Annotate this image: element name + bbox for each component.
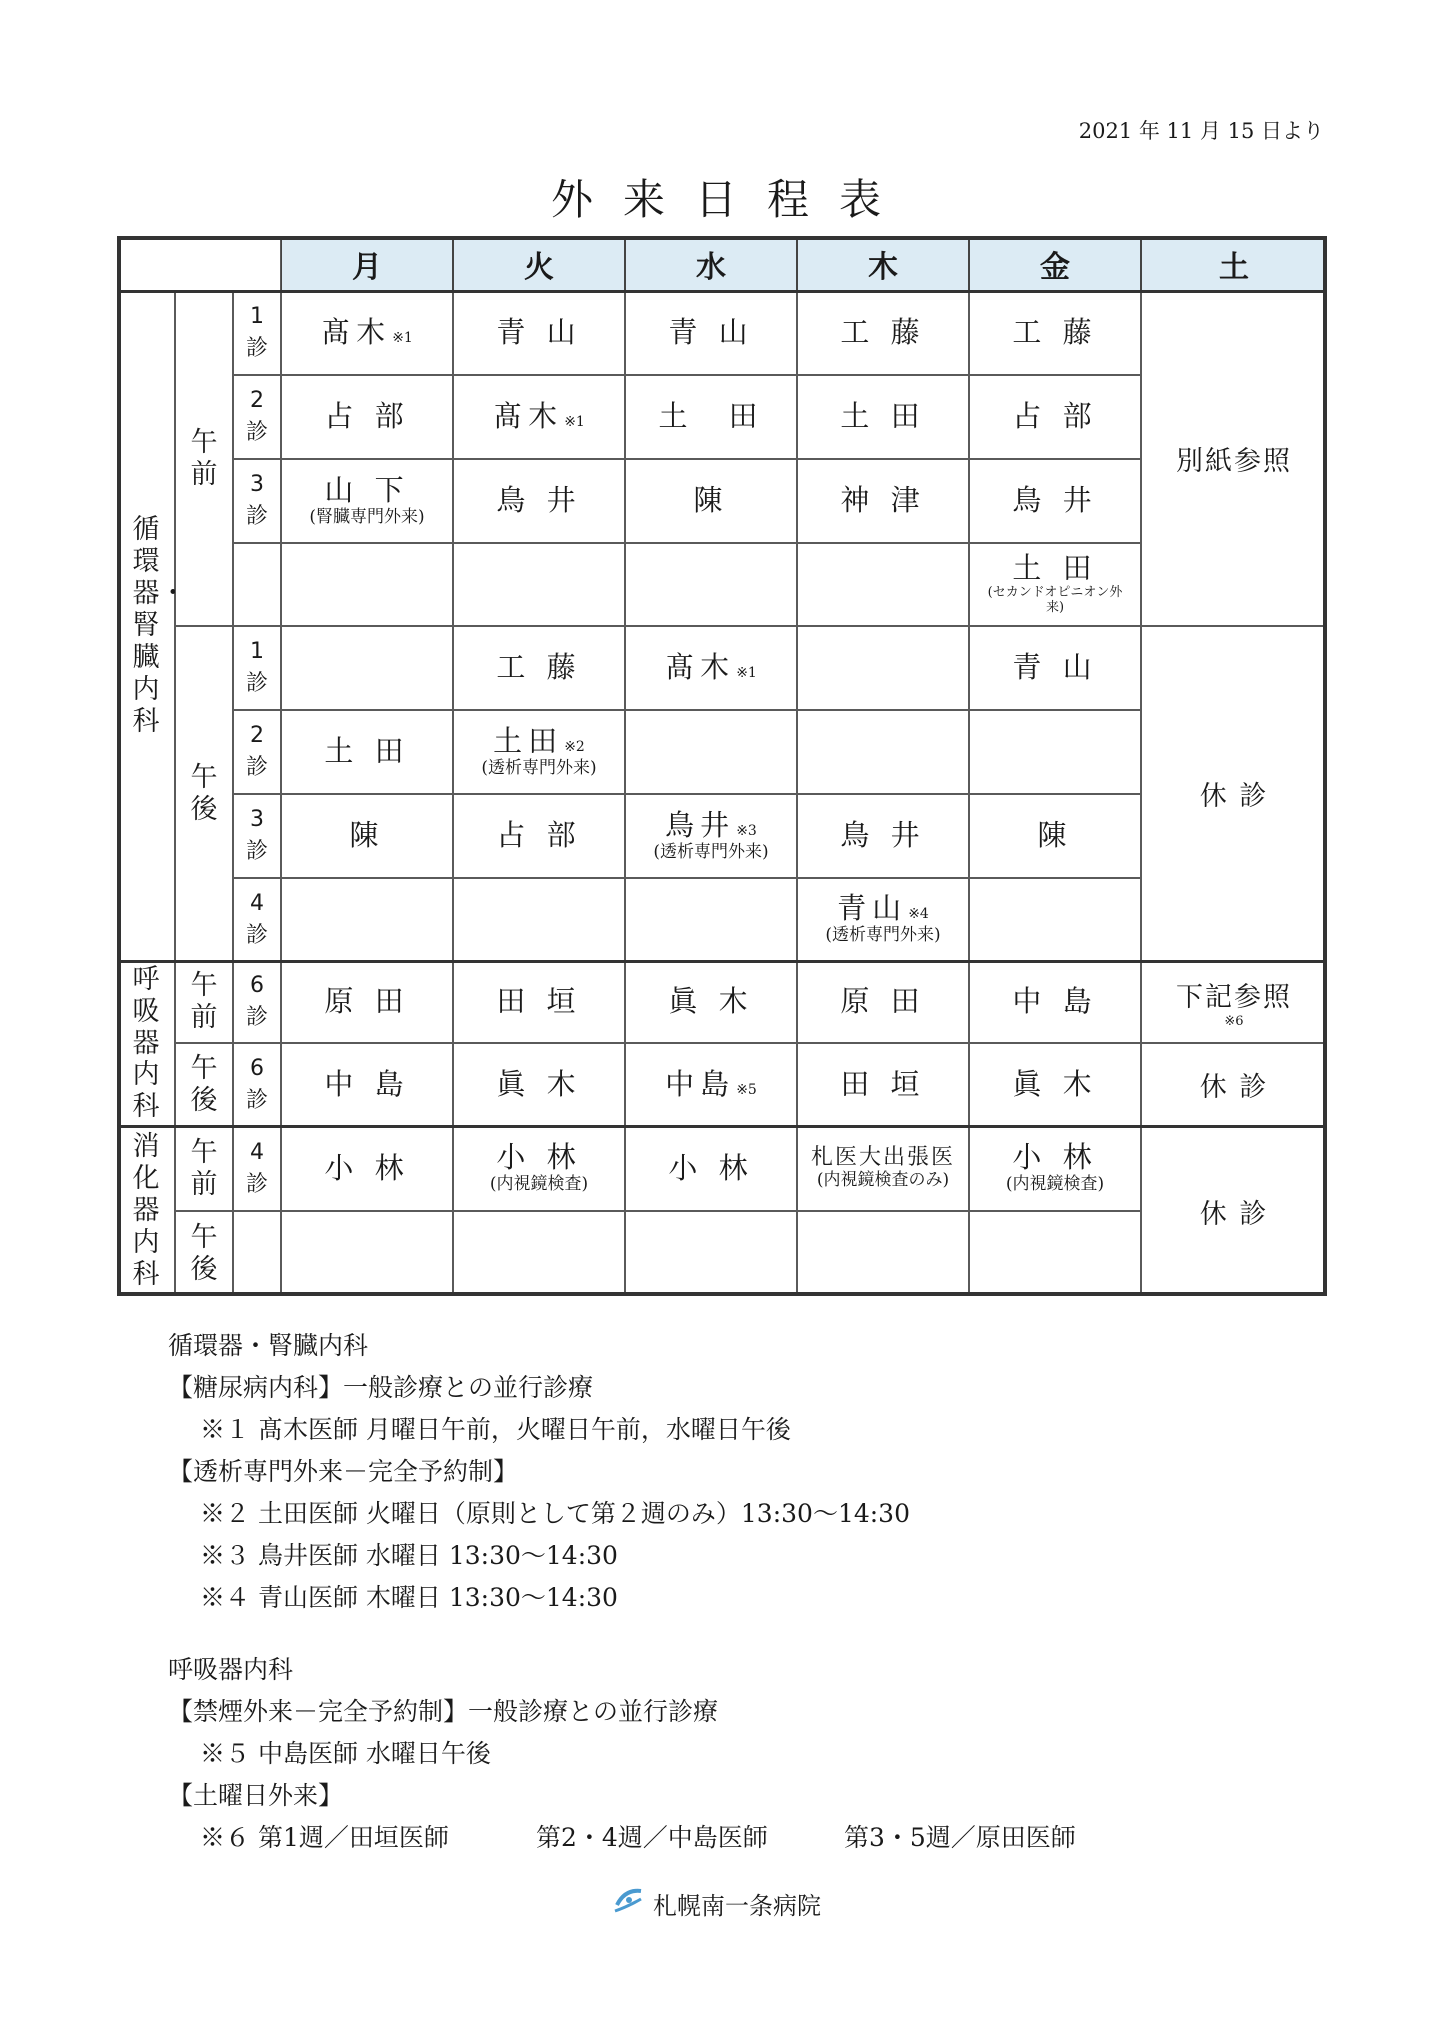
schedule-cell bbox=[625, 543, 797, 626]
notes-saturday: 【土曜日外来】 bbox=[168, 1781, 344, 1810]
schedule-cell: 鳥井※3 (透析専門外来) bbox=[625, 794, 797, 878]
notes-dept-resp: 呼吸器内科 bbox=[168, 1655, 294, 1684]
schedule-cell: 陳 bbox=[625, 459, 797, 543]
schedule-cell bbox=[797, 710, 969, 794]
schedule-cell: 小 林 bbox=[281, 1126, 453, 1211]
schedule-cell: 小 林 bbox=[625, 1126, 797, 1211]
schedule-cell-sat: 休 診 bbox=[1141, 1043, 1327, 1126]
notes-smoking: 【禁煙外来－完全予約制】一般診療との並行診療 bbox=[168, 1697, 719, 1726]
slot-label: 4診 bbox=[233, 878, 281, 961]
schedule-cell: 中 島 bbox=[281, 1043, 453, 1126]
day-sat: 土 bbox=[1141, 236, 1327, 291]
schedule-cell bbox=[797, 1211, 969, 1296]
schedule-cell: 田 垣 bbox=[797, 1043, 969, 1126]
note-1: ※１ 髙木医師 月曜日午前，火曜日午前，水曜日午後 bbox=[200, 1415, 791, 1444]
slot-label: 6診 bbox=[233, 961, 281, 1043]
notes-dialysis: 【透析専門外来－完全予約制】 bbox=[168, 1457, 519, 1486]
slot-label: 3診 bbox=[233, 459, 281, 543]
schedule-table bbox=[117, 236, 1327, 1296]
schedule-cell: 原 田 bbox=[281, 961, 453, 1043]
schedule-cell bbox=[281, 626, 453, 710]
schedule-cell: 土 田 bbox=[797, 375, 969, 459]
schedule-cell bbox=[797, 543, 969, 626]
divider bbox=[117, 290, 1327, 293]
slot-label: 6診 bbox=[233, 1043, 281, 1126]
footer bbox=[0, 1885, 1432, 1921]
period-am: 午前 bbox=[175, 961, 233, 1043]
notes-diabetes: 【糖尿病内科】一般診療との並行診療 bbox=[168, 1373, 594, 1402]
corner-cell bbox=[117, 236, 281, 291]
schedule-cell: 髙木※1 bbox=[453, 375, 625, 459]
schedule-cell: 工 藤 bbox=[969, 291, 1141, 375]
schedule-cell: 中島※5 bbox=[625, 1043, 797, 1126]
schedule-cell: 鳥 井 bbox=[797, 794, 969, 878]
schedule-cell: 田 垣 bbox=[453, 961, 625, 1043]
schedule-cell: 青山※4 (透析専門外来) bbox=[797, 878, 969, 961]
schedule-cell: 髙木※1 bbox=[625, 626, 797, 710]
period-am: 午前 bbox=[175, 1126, 233, 1211]
schedule-cell: 青 山 bbox=[453, 291, 625, 375]
schedule-cell bbox=[453, 1211, 625, 1296]
dept-digest-label: 消化器内科 bbox=[117, 1126, 175, 1296]
schedule-cell-sat: 下記参照 ※6 bbox=[1141, 961, 1327, 1043]
schedule-cell: 占 部 bbox=[453, 794, 625, 878]
schedule-cell: 小 林 (内視鏡検査) bbox=[969, 1126, 1141, 1211]
schedule-cell bbox=[969, 710, 1141, 794]
schedule-cell bbox=[969, 1211, 1141, 1296]
schedule-cell bbox=[969, 878, 1141, 961]
effective-date: 2021 年 11 月 15 日より bbox=[1078, 119, 1324, 143]
divider bbox=[117, 960, 1327, 963]
schedule-cell: 工 藤 bbox=[453, 626, 625, 710]
schedule-cell: 眞 木 bbox=[625, 961, 797, 1043]
slot-label: 4診 bbox=[233, 1126, 281, 1211]
schedule-cell: 中 島 bbox=[969, 961, 1141, 1043]
slot-label: 1診 bbox=[233, 626, 281, 710]
schedule-cell bbox=[625, 878, 797, 961]
period-pm: 午後 bbox=[175, 626, 233, 961]
dept-resp-label: 呼吸器内科 bbox=[117, 961, 175, 1126]
schedule-cell: 工 藤 bbox=[797, 291, 969, 375]
schedule-cell: 小 林 (内視鏡検査) bbox=[453, 1126, 625, 1211]
note-6-week1: ※６ 第1週／田垣医師 bbox=[200, 1823, 449, 1852]
slot-label bbox=[233, 1211, 281, 1296]
day-wed: 水 bbox=[625, 236, 797, 291]
schedule-cell bbox=[625, 1211, 797, 1296]
schedule-cell: 髙木※1 bbox=[281, 291, 453, 375]
schedule-cell-sat: 別紙参照 bbox=[1141, 291, 1327, 626]
divider bbox=[117, 1125, 1327, 1128]
schedule-cell: 陳 bbox=[969, 794, 1141, 878]
schedule-cell bbox=[281, 878, 453, 961]
schedule-cell-sat: 休 診 bbox=[1141, 1126, 1327, 1296]
slot-label bbox=[233, 543, 281, 626]
schedule-cell bbox=[625, 710, 797, 794]
day-thu: 木 bbox=[797, 236, 969, 291]
hospital-name: 札幌南一条病院 bbox=[653, 1891, 821, 1920]
schedule-cell bbox=[453, 543, 625, 626]
schedule-cell bbox=[281, 1211, 453, 1296]
schedule-cell: 占 部 bbox=[969, 375, 1141, 459]
period-pm: 午後 bbox=[175, 1211, 233, 1296]
schedule-cell: 山 下 (腎臓専門外来) bbox=[281, 459, 453, 543]
schedule-cell bbox=[281, 543, 453, 626]
schedule-cell: 土田※2 (透析専門外来) bbox=[453, 710, 625, 794]
slot-label: 1診 bbox=[233, 291, 281, 375]
schedule-cell: 神 津 bbox=[797, 459, 969, 543]
page-title: 外来日程表 bbox=[550, 175, 911, 224]
schedule-cell: 占 部 bbox=[281, 375, 453, 459]
note-3: ※３ 鳥井医師 水曜日 13:30〜14:30 bbox=[200, 1541, 618, 1570]
day-tue: 火 bbox=[453, 236, 625, 291]
schedule-cell: 鳥 井 bbox=[453, 459, 625, 543]
schedule-cell: 土 田 bbox=[625, 375, 797, 459]
schedule-cell bbox=[453, 878, 625, 961]
schedule-cell: 眞 木 bbox=[969, 1043, 1141, 1126]
schedule-cell: 青 山 bbox=[969, 626, 1141, 710]
schedule-cell: 青 山 bbox=[625, 291, 797, 375]
schedule-cell: 札医大出張医 (内視鏡検査のみ) bbox=[797, 1126, 969, 1211]
slot-label: 3診 bbox=[233, 794, 281, 878]
note-2: ※２ 土田医師 火曜日（原則として第２週のみ）13:30〜14:30 bbox=[200, 1499, 910, 1528]
hospital-logo-icon bbox=[611, 1885, 645, 1921]
schedule-cell: 陳 bbox=[281, 794, 453, 878]
dept-cardio-label: 循環器・腎臓内科 bbox=[117, 291, 175, 961]
schedule-cell-sat: 休 診 bbox=[1141, 626, 1327, 961]
schedule-cell: 土 田 (セカンドオピニオン外来) bbox=[969, 543, 1141, 626]
note-6-week35: 第3・5週／原田医師 bbox=[844, 1823, 1076, 1852]
note-6-week24: 第2・4週／中島医師 bbox=[536, 1823, 768, 1852]
schedule-cell: 土 田 bbox=[281, 710, 453, 794]
day-fri: 金 bbox=[969, 236, 1141, 291]
slot-label: 2診 bbox=[233, 710, 281, 794]
slot-label: 2診 bbox=[233, 375, 281, 459]
period-pm: 午後 bbox=[175, 1043, 233, 1126]
day-mon: 月 bbox=[281, 236, 453, 291]
notes-dept-cardio: 循環器・腎臓内科 bbox=[168, 1331, 369, 1360]
note-4: ※４ 青山医師 木曜日 13:30〜14:30 bbox=[200, 1583, 618, 1612]
schedule-cell: 鳥 井 bbox=[969, 459, 1141, 543]
schedule-cell: 原 田 bbox=[797, 961, 969, 1043]
schedule-cell: 眞 木 bbox=[453, 1043, 625, 1126]
schedule-cell bbox=[797, 626, 969, 710]
note-5: ※５ 中島医師 水曜日午後 bbox=[200, 1739, 491, 1768]
period-am: 午前 bbox=[175, 291, 233, 626]
